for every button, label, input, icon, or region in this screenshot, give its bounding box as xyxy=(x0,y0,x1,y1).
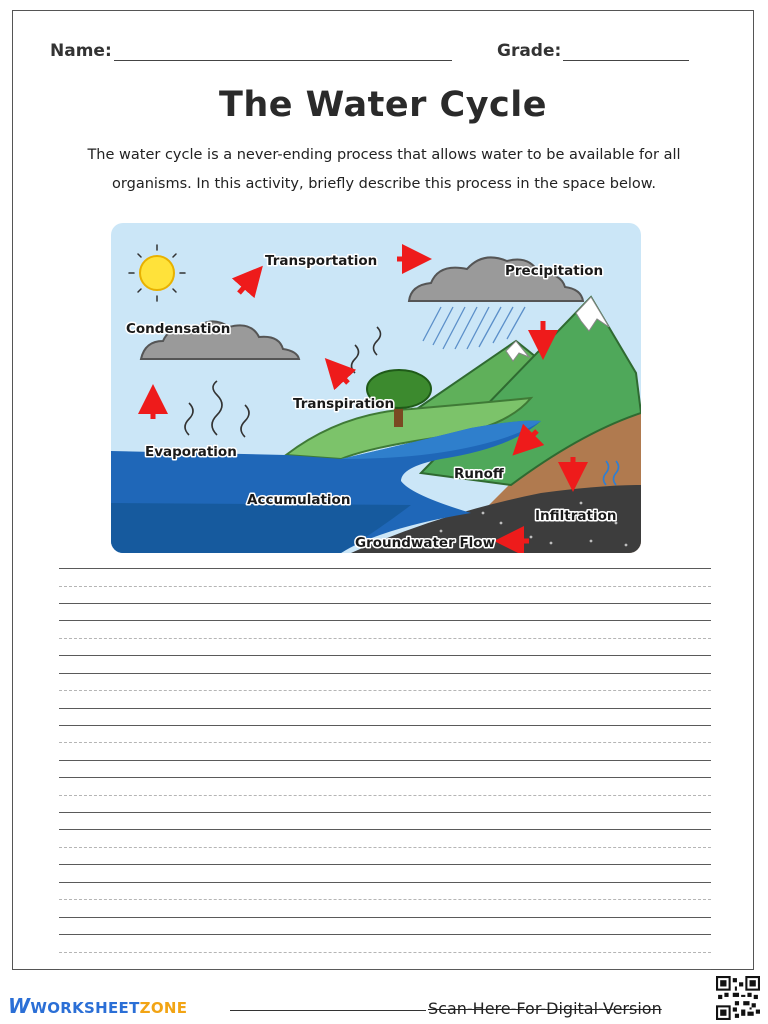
instructions-text: The water cycle is a never-ending process that allows water to be available for all organisms. In this activity, briefly describe this process in the space below. xyxy=(87,147,681,192)
label-evaporation: Evaporation xyxy=(145,444,237,460)
label-infiltration: Infiltration xyxy=(535,508,617,524)
guide-solid-line xyxy=(59,620,711,621)
grade-blank[interactable] xyxy=(563,60,689,61)
guide-solid-line xyxy=(59,655,711,656)
label-condensation: Condensation xyxy=(126,321,231,337)
brand-w-icon: W xyxy=(8,994,31,1018)
guide-solid-line xyxy=(59,812,711,813)
writing-line[interactable] xyxy=(59,620,711,672)
writing-line[interactable] xyxy=(59,882,711,934)
guide-dashed-line xyxy=(59,899,711,900)
label-accumulation: Accumulation xyxy=(247,492,351,508)
grade-label: Grade: xyxy=(497,41,562,61)
water-cycle-illustration xyxy=(111,223,641,553)
footer xyxy=(0,972,768,1024)
brand-name-part1: WORKSHEET xyxy=(30,999,140,1017)
label-precipitation: Precipitation xyxy=(505,263,604,279)
name-blank[interactable] xyxy=(114,60,452,61)
guide-solid-line xyxy=(59,864,711,865)
name-field xyxy=(50,41,452,61)
guide-solid-line xyxy=(59,760,711,761)
guide-solid-line xyxy=(59,882,711,883)
writing-line[interactable] xyxy=(59,673,711,725)
writing-line[interactable] xyxy=(59,829,711,881)
writing-line[interactable] xyxy=(59,777,711,829)
guide-dashed-line xyxy=(59,638,711,639)
guide-solid-line xyxy=(59,917,711,918)
brand-logo xyxy=(8,994,187,1018)
writing-lines[interactable] xyxy=(59,568,711,986)
guide-solid-line xyxy=(59,568,711,569)
guide-solid-line xyxy=(59,829,711,830)
guide-solid-line xyxy=(59,725,711,726)
grade-field xyxy=(497,41,689,61)
guide-dashed-line xyxy=(59,586,711,587)
guide-dashed-line xyxy=(59,690,711,691)
guide-dashed-line xyxy=(59,795,711,796)
name-label: Name: xyxy=(50,41,112,61)
guide-dashed-line xyxy=(59,847,711,848)
label-transpiration: Transpiration xyxy=(293,396,395,412)
water-cycle-diagram xyxy=(111,223,641,553)
guide-solid-line xyxy=(59,603,711,604)
guide-dashed-line xyxy=(59,742,711,743)
label-groundwater-flow: Groundwater Flow xyxy=(355,535,496,551)
writing-line[interactable] xyxy=(59,568,711,620)
label-runoff: Runoff xyxy=(454,466,504,482)
guide-solid-line xyxy=(59,969,711,970)
worksheet-page xyxy=(12,10,754,970)
scan-rule xyxy=(230,1010,426,1011)
guide-dashed-line xyxy=(59,952,711,953)
guide-solid-line xyxy=(59,777,711,778)
guide-solid-line xyxy=(59,934,711,935)
scan-text: Scan-Here-For-Digital-Version xyxy=(428,999,662,1018)
qr-code-icon[interactable] xyxy=(716,976,760,1020)
guide-solid-line xyxy=(59,708,711,709)
label-transportation: Transportation xyxy=(265,253,378,269)
writing-line[interactable] xyxy=(59,725,711,777)
page-title: The Water Cycle xyxy=(218,85,548,125)
brand-name-part2: ZONE xyxy=(139,999,188,1017)
guide-solid-line xyxy=(59,673,711,674)
